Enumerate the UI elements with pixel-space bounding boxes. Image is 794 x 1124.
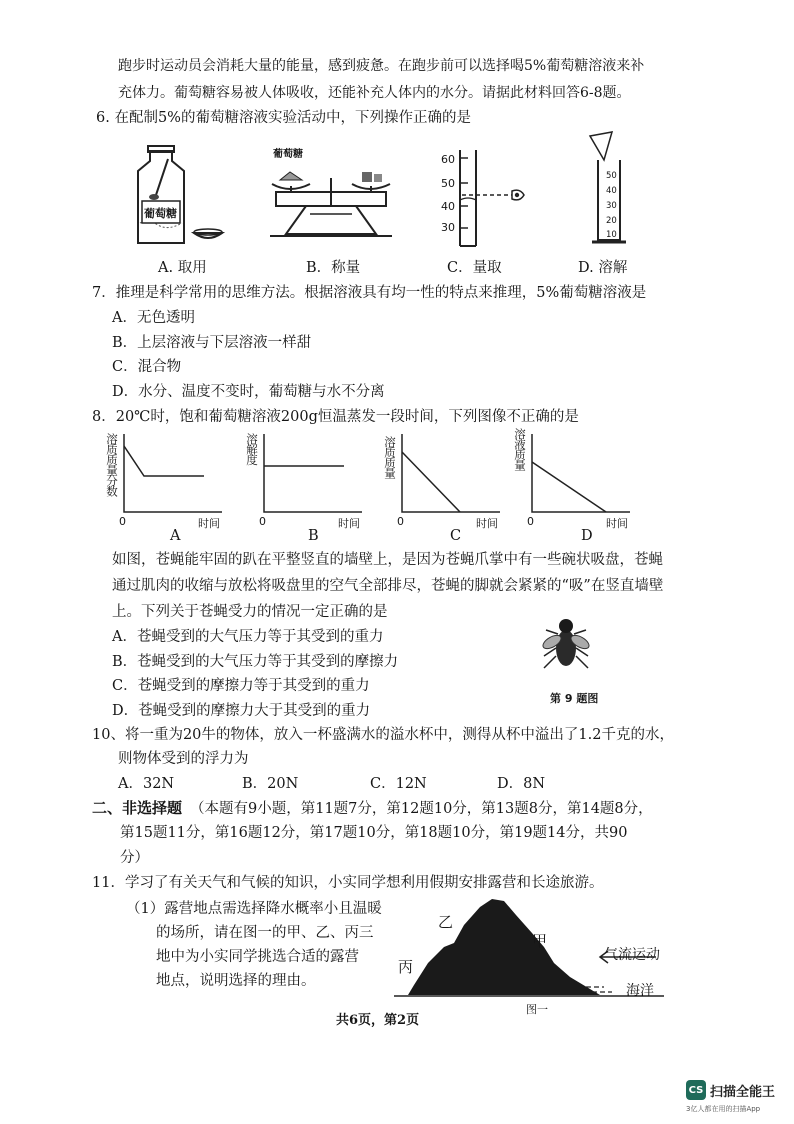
q6-balance-label: 葡萄糖 (273, 149, 303, 160)
q9-option-b: B．苍蝇受到的大气压力等于其受到的摩擦力 (112, 654, 399, 670)
q8-chart-b (258, 432, 368, 518)
q11-label-bing: 丙 (398, 958, 414, 976)
q8-chart-b-ylabel: 溶解度 (245, 433, 259, 465)
q8-chart-d-origin: 0 (527, 515, 534, 528)
q7-option-d: D．水分、温度不变时，葡萄糖与水不分离 (112, 384, 385, 400)
q9-line-2: 通过肌肉的收缩与放松将吸盘里的空气全部排尽，苍蝇的脚就会紧紧的“吸”在竖直墙壁 (112, 578, 664, 594)
q9-figure-caption: 第 9 题图 (550, 692, 599, 705)
q10-option-a: A．32N (118, 776, 175, 792)
q6-cyl-tick-30: 30 (441, 221, 455, 234)
q8-chart-c-xlabel: 时间 (476, 517, 498, 530)
q6-option-b: B．称量 (306, 260, 361, 276)
q9-fly-image (536, 612, 596, 674)
q6-stem: 6. 在配制5%的葡萄糖溶液实验活动中，下列操作正确的是 (96, 110, 471, 126)
q8-chart-c-letter: C (450, 528, 462, 544)
q8-chart-c-ylabel: 溶质质量 (383, 436, 397, 478)
q9-option-d: D．苍蝇受到的摩擦力大于其受到的重力 (112, 703, 371, 719)
page-footer: 共6页，第2页 (336, 1013, 420, 1028)
q6-small-tick-20: 20 (606, 216, 617, 226)
q8-chart-a-origin: 0 (119, 515, 126, 528)
q11-label-airflow: 气流运动 (604, 947, 660, 963)
q11-part1-line-1: （1）露营地点需选择降水概率小且温暖 (126, 901, 382, 917)
q7-option-c: C．混合物 (112, 359, 182, 375)
q8-chart-a (118, 432, 228, 518)
q6-cyl-tick-50: 50 (441, 177, 455, 190)
q11-label-yi: 乙 (438, 913, 454, 931)
q9-line-3: 上。下列关于苍蝇受力的情况一定正确的是 (112, 604, 388, 620)
camscanner-logo-icon: CS (686, 1080, 706, 1100)
q6-small-tick-10: 10 (606, 230, 617, 240)
q6-option-c: C．量取 (447, 260, 502, 276)
q6-figure-a-jar (128, 143, 238, 249)
q10-option-d: D．8N (497, 776, 546, 792)
q8-chart-a-xlabel: 时间 (198, 517, 220, 530)
q6-cyl-tick-60: 60 (441, 153, 455, 166)
q9-option-c: C．苍蝇受到的摩擦力等于其受到的重力 (112, 678, 370, 694)
section2-line-3: 分） (120, 850, 149, 866)
q11-figure-caption: 图一 (526, 1003, 548, 1016)
q11-part1-line-2: 的场所，请在图一的甲、乙、丙三 (156, 925, 374, 941)
q8-chart-c (396, 432, 506, 518)
q8-chart-c-curve (402, 452, 460, 512)
q10-option-c: C．12N (370, 776, 427, 792)
intro-line-2: 充体力。葡萄糖容易被人体吸收，还能补充人体内的水分。请据此材料回答6-8题。 (118, 85, 631, 101)
watermark-brand: 扫描全能王 (710, 1085, 776, 1100)
q8-chart-a-curve (124, 446, 204, 476)
q6-option-d: D. 溶解 (578, 260, 628, 276)
q10-option-b: B．20N (242, 776, 299, 792)
q11-label-ocean: 海洋 (626, 983, 654, 999)
q8-chart-b-letter: B (308, 528, 319, 544)
intro-line-1: 跑步时运动员会消耗大量的能量，感到疲惫。在跑步前可以选择喝5%葡萄糖溶液来补 (118, 58, 645, 74)
q8-stem: 8．20℃时，饱和葡萄糖溶液200g恒温蒸发一段时间，下列图像不正确的是 (92, 409, 579, 425)
watermark-sub: 3亿人都在用的扫描App (686, 1105, 761, 1113)
section2-line-2: 第15题11分，第16题12分，第17题10分，第18题10分，第19题14分，共90 (120, 825, 628, 841)
q8-chart-b-origin: 0 (259, 515, 266, 528)
q11-stem: 11．学习了有关天气和气候的知识，小实同学想利用假期安排露营和长途旅游。 (92, 875, 604, 891)
q6-figure-b-balance (266, 158, 396, 244)
section2-heading: 二、非选择题 (92, 799, 183, 817)
q6-jar-label: 葡萄糖 (144, 207, 177, 220)
q6-option-a: A. 取用 (158, 260, 207, 276)
q11-label-jia: 甲 (532, 932, 548, 950)
q6-small-tick-40: 40 (606, 186, 617, 196)
q8-chart-d-letter: D (581, 528, 593, 544)
q8-chart-a-letter: A (170, 528, 181, 544)
q6-small-tick-50: 50 (606, 171, 617, 181)
q8-chart-c-origin: 0 (397, 515, 404, 528)
q8-chart-d-xlabel: 时间 (606, 517, 628, 530)
q8-chart-d-curve (532, 462, 606, 512)
q7-option-b: B．上层溶液与下层溶液一样甜 (112, 335, 312, 351)
q9-option-a: A．苍蝇受到的大气压力等于其受到的重力 (112, 629, 384, 645)
q8-chart-b-xlabel: 时间 (338, 517, 360, 530)
section2-line-1: （本题有9小题，第11题7分，第12题10分，第13题8分，第14题8分， (190, 801, 653, 817)
q6-cyl-tick-40: 40 (441, 200, 455, 213)
q11-part1-line-4: 地点，说明选择的理由。 (156, 973, 316, 989)
q10-line-1: 10、将一重为20牛的物体，放入一杯盛满水的溢水杯中，测得从杯中溢出了1.2千克的水， (92, 727, 674, 743)
q7-option-a: A．无色透明 (112, 310, 195, 326)
q8-chart-d (526, 432, 636, 518)
q7-stem: 7．推理是科学常用的思维方法。根据溶液具有均一性的特点来推理，5%葡萄糖溶液是 (92, 285, 647, 301)
q8-chart-d-ylabel: 溶液质量 (513, 428, 527, 470)
q11-part1-line-3: 地中为小实同学挑选合适的露营 (156, 949, 359, 965)
q8-chart-a-ylabel: 溶质质量分数 (105, 433, 119, 496)
q10-line-2: 则物体受到的浮力为 (118, 751, 249, 767)
q9-line-1: 如图，苍蝇能牢固的趴在平整竖直的墙壁上，是因为苍蝇爪掌中有一些碗状吸盘，苍蝇 (112, 552, 663, 568)
q6-small-tick-30: 30 (606, 201, 617, 211)
